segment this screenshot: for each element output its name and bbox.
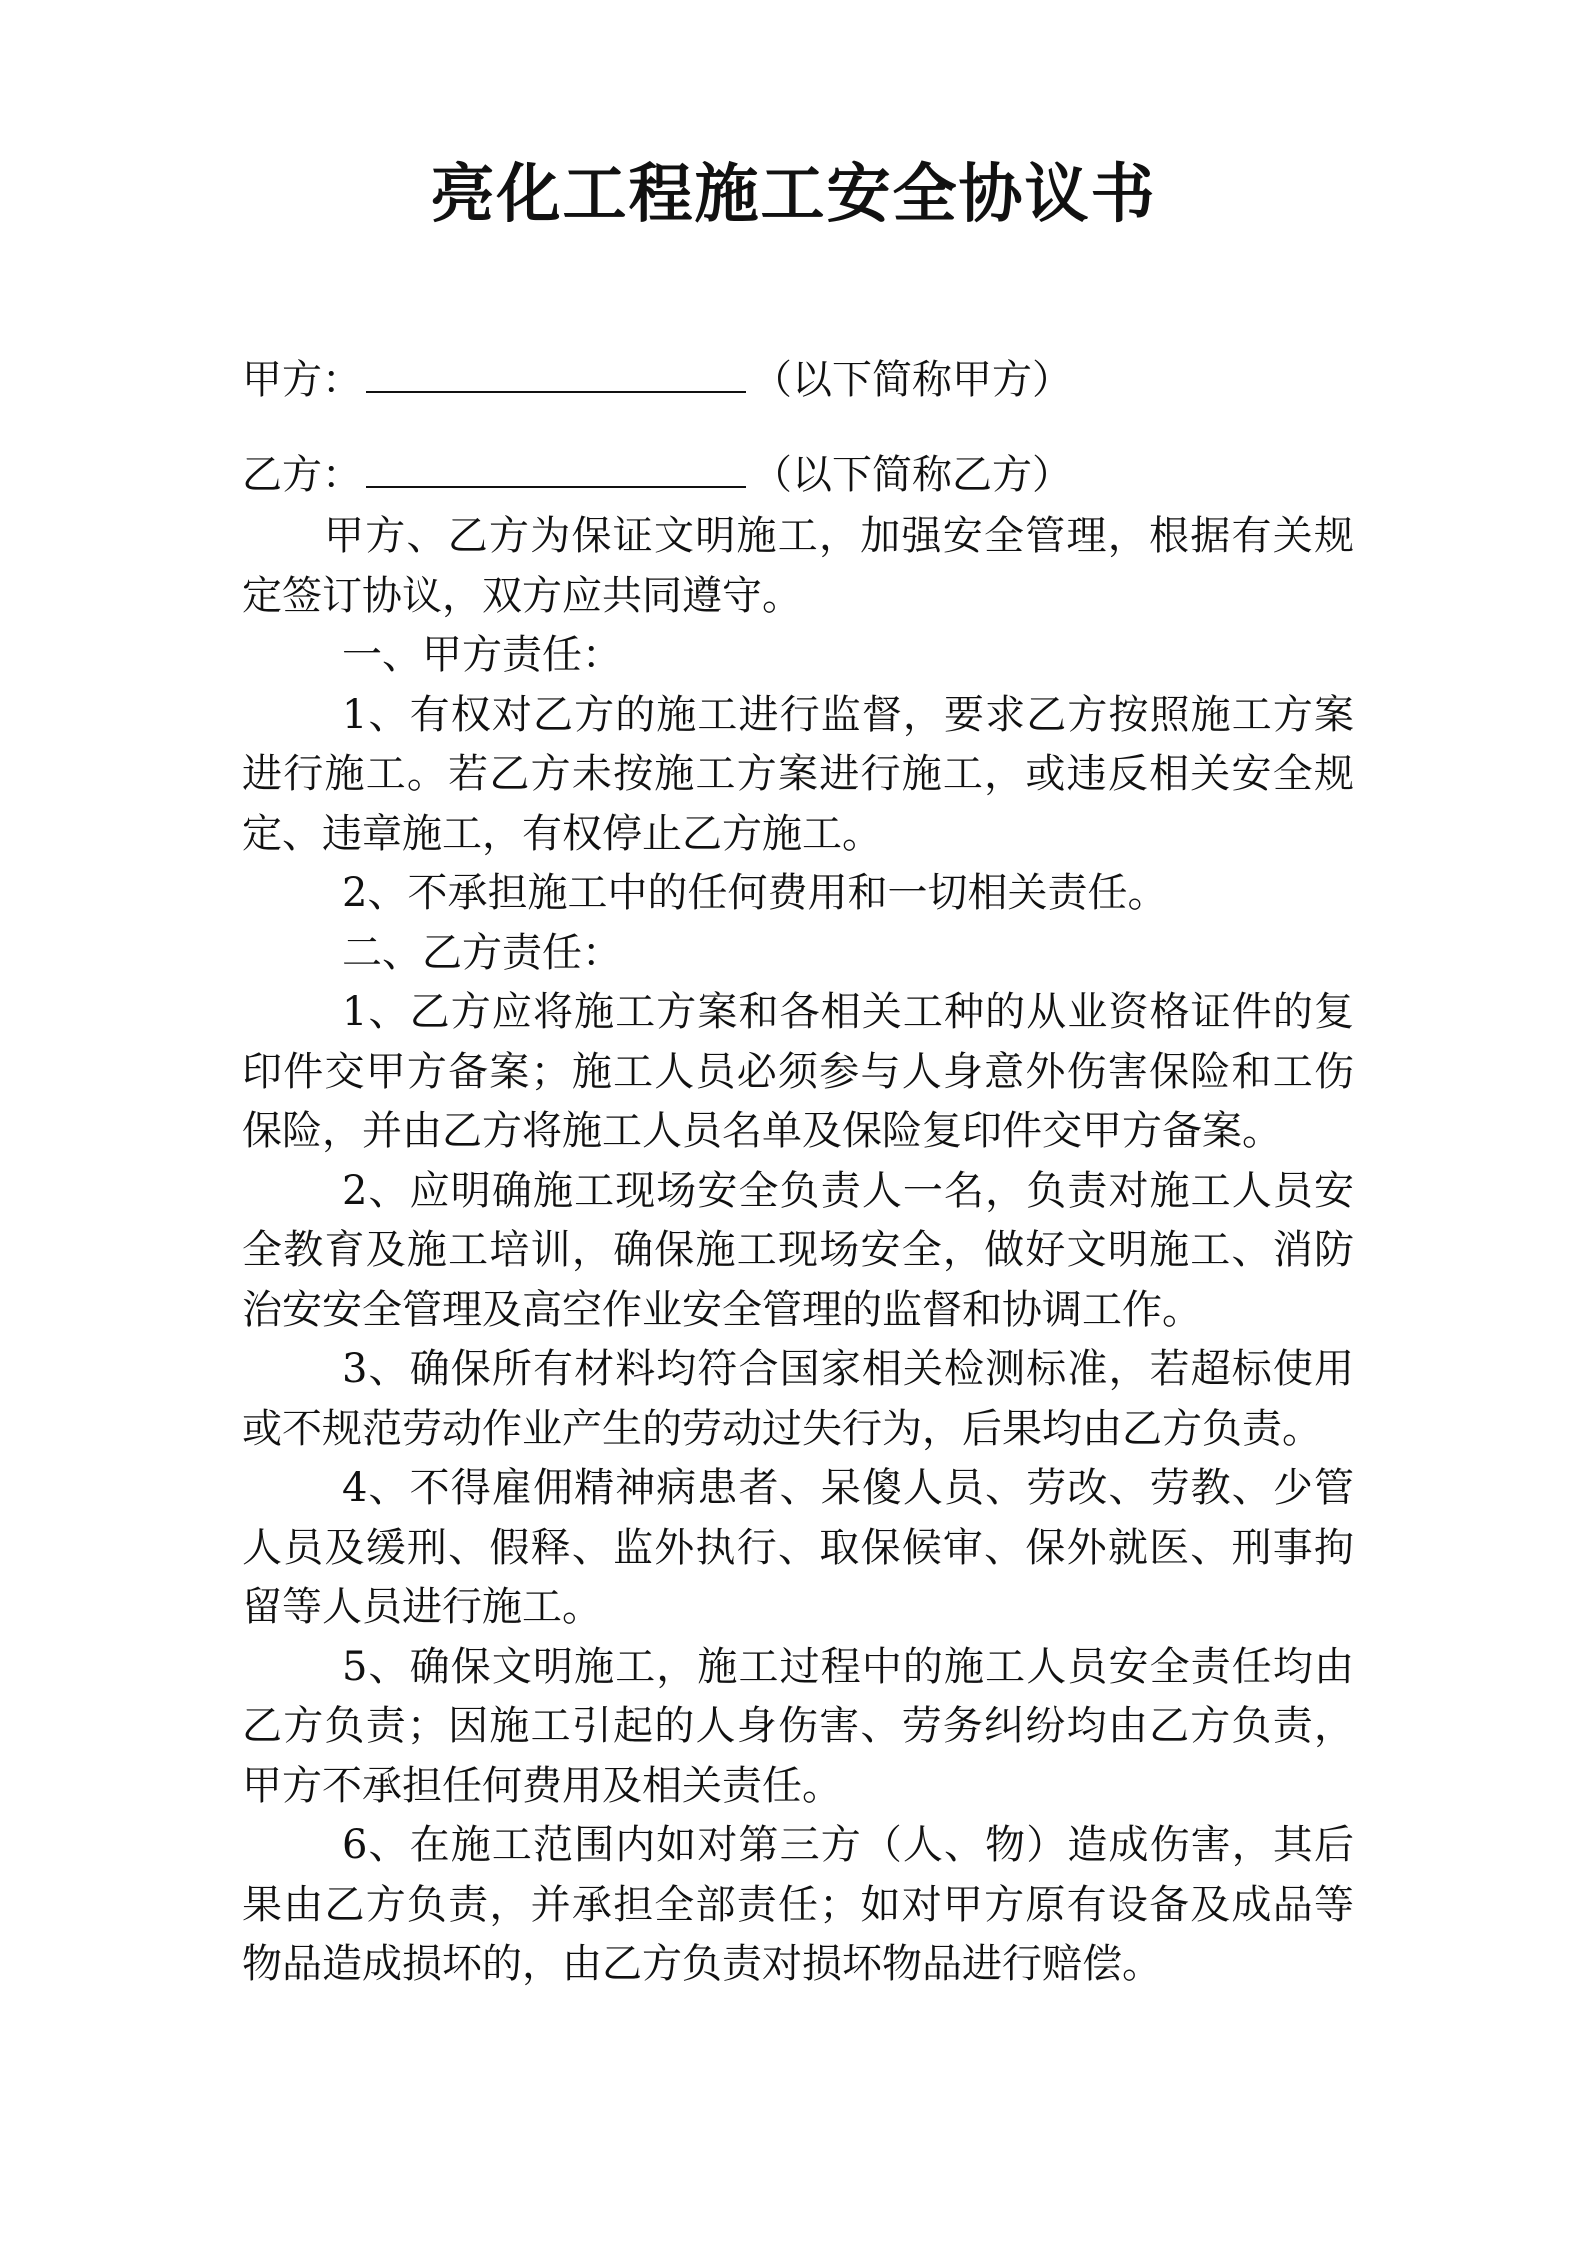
clause-b-2: 2、应明确施工现场安全负责人一名，负责对施工人员安全教育及施工培训，确保施工现场安全，做好文明施工、消防治安安全管理及高空作业安全管理的监督和协调工作。 — [242, 1167, 1354, 1333]
party-b-label: 乙方： — [242, 452, 362, 498]
intro-paragraph: 甲方、乙方为保证文明施工，加强安全管理，根据有关规定签订协议，双方应共同遵守。 — [242, 513, 1354, 619]
clause-a-1: 1、有权对乙方的施工进行监督，要求乙方按照施工方案进行施工。若乙方未按施工方案进行施工，或违反相关安全规定、违章施工，有权停止乙方施工。 — [242, 691, 1354, 857]
clause-b-1: 1、乙方应将施工方案和各相关工种的从业资格证件的复印件交甲方备案；施工人员必须参与人身意外伤害保险和工伤保险，并由乙方将施工人员名单及保险复印件交甲方备案。 — [242, 989, 1354, 1154]
clause-b-3: 3、确保所有材料均符合国家相关检测标准，若超标使用或不规范劳动作业产生的劳动过失行为，后果均由乙方负责。 — [242, 1346, 1354, 1452]
clause-b-6: 6、在施工范围内如对第三方（人、物）造成伤害，其后果由乙方负责，并承担全部责任；如对甲方原有设备及成品等物品造成损坏的，由乙方负责对损坏物品进行赔偿。 — [242, 1822, 1354, 1987]
party-a-label: 甲方： — [242, 357, 362, 403]
party-b-line — [242, 445, 1362, 505]
section-heading-party-b: 二、乙方责任： — [342, 929, 622, 976]
party-a-line — [242, 350, 1362, 410]
party-a-suffix: （以下简称甲方） — [752, 357, 1072, 403]
party-b-suffix: （以下简称乙方） — [752, 452, 1072, 498]
document-body — [242, 507, 1354, 1995]
party-b-blank — [366, 446, 746, 488]
party-a-blank — [366, 351, 746, 393]
clause-b-4: 4、不得雇佣精神病患者、呆傻人员、劳改、劳教、少管人员及缓刑、假释、监外执行、取保候审、保外就医、刑事拘留等人员进行施工。 — [242, 1465, 1354, 1630]
document-title: 亮化工程施工安全协议书 — [430, 157, 1157, 232]
clause-a-2: 2、不承担施工中的任何费用和一切相关责任。 — [342, 870, 1168, 916]
clause-b-5: 5、确保文明施工，施工过程中的施工人员安全责任均由乙方负责；因施工引起的人身伤害、劳务纠纷均由乙方负责，甲方不承担任何费用及相关责任。 — [242, 1643, 1354, 1809]
section-heading-party-a: 一、甲方责任： — [342, 632, 622, 678]
